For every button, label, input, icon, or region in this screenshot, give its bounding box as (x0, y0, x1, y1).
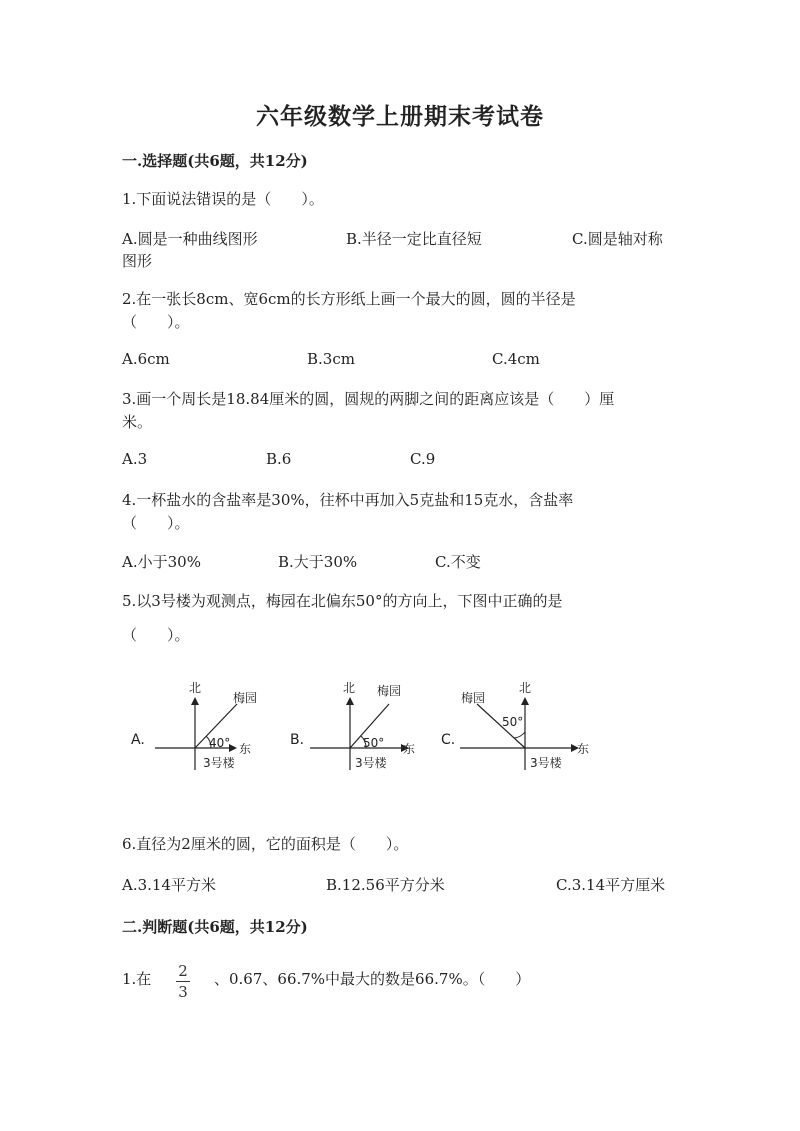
judgement-1-prefix: 1.在 (122, 970, 152, 988)
figure-c-angle-arc (514, 732, 525, 738)
figure-a-angle-label: 40° (209, 736, 231, 750)
figure-b-origin-label: 3号楼 (355, 756, 387, 770)
question-2-text-cont: （ ）。 (122, 313, 190, 331)
q6-option-a: A.3.14平方米 (122, 876, 216, 894)
q2-option-a: A.6cm (122, 350, 170, 368)
question-4-text-cont: （ ）。 (122, 514, 190, 532)
q1-option-c-wrap: 图形 (122, 252, 153, 270)
figure-c-north-arrow-icon (521, 697, 529, 705)
question-2-text: 2.在一张长8cm、宽6cm的长方形纸上画一个最大的圆，圆的半径是 (122, 290, 576, 308)
figure-a-letter: A. (131, 732, 145, 748)
q2-option-b: B.3cm (307, 350, 355, 368)
q1-option-b: B.半径一定比直径短 (346, 230, 482, 248)
q4-option-a: A.小于30% (122, 553, 201, 571)
fraction-numerator: 2 (178, 962, 188, 980)
figure-b-target-label: 梅园 (377, 684, 402, 698)
figure-b-north-arrow-icon (346, 697, 354, 705)
figure-a-origin-label: 3号楼 (203, 756, 235, 770)
judgement-1-text: 、0.67、66.7%中最大的数是66.7%。（ ） (214, 970, 531, 988)
question-3-text-cont: 米。 (122, 413, 153, 431)
figure-a-east-label: 东 (239, 742, 252, 756)
q4-option-c: C.不变 (435, 553, 481, 571)
figure-c-target-label: 梅园 (461, 691, 486, 705)
figure-c-letter: C. (441, 732, 456, 748)
figure-b-letter: B. (290, 732, 305, 748)
figure-b-angle-label: 50° (363, 736, 385, 750)
question-1-text: 1.下面说法错误的是（ ）。 (122, 190, 324, 208)
q3-option-c: C.9 (410, 450, 436, 468)
question-5-text-cont: （ ）。 (122, 626, 190, 644)
figure-c-angle-label: 50° (502, 715, 524, 729)
figure-a-north-arrow-icon (191, 697, 199, 705)
figure-a-north-label: 北 (189, 681, 202, 695)
q1-option-a: A.圆是一种曲线图形 (122, 230, 258, 248)
page-title: 六年级数学上册期末考试卷 (256, 103, 544, 130)
figure-b-east-label: 东 (403, 742, 416, 756)
figure-b (290, 681, 415, 770)
question-4-text: 4.一杯盐水的含盐率是30%，往杯中再加入5克盐和15克水，含盐率 (122, 491, 574, 509)
direction-figures (125, 680, 605, 780)
figure-b-north-label: 北 (343, 681, 356, 695)
fraction-denominator: 3 (178, 983, 188, 1001)
question-3-text: 3.画一个周长是18.84厘米的圆，圆规的两脚之间的距离应该是（ ）厘 (122, 390, 615, 408)
figure-c-east-label: 东 (577, 742, 590, 756)
q3-option-a: A.3 (122, 450, 148, 468)
figure-c-origin-label: 3号楼 (530, 756, 562, 770)
q6-option-b: B.12.56平方分米 (326, 876, 445, 894)
question-5-text: 5.以3号楼为观测点，梅园在北偏东50°的方向上，下图中正确的是 (122, 592, 563, 610)
q3-option-b: B.6 (266, 450, 292, 468)
q6-option-c: C.3.14平方厘米 (556, 876, 666, 894)
question-6-text: 6.直径为2厘米的圆，它的面积是（ ）。 (122, 835, 409, 853)
section-heading-judgement: 二.判断题(共6题，共12分) (122, 918, 308, 936)
q1-option-c: C.圆是轴对称 (572, 230, 663, 248)
section-heading-choice: 一.选择题(共6题，共12分) (122, 152, 308, 170)
fraction-two-thirds (176, 962, 190, 1001)
figure-a (131, 681, 257, 770)
fraction-bar (176, 981, 190, 982)
q2-option-c: C.4cm (492, 350, 540, 368)
figure-a-target-label: 梅园 (233, 691, 258, 705)
q4-option-b: B.大于30% (278, 553, 358, 571)
figure-c (441, 681, 589, 770)
figure-c-north-label: 北 (519, 681, 532, 695)
